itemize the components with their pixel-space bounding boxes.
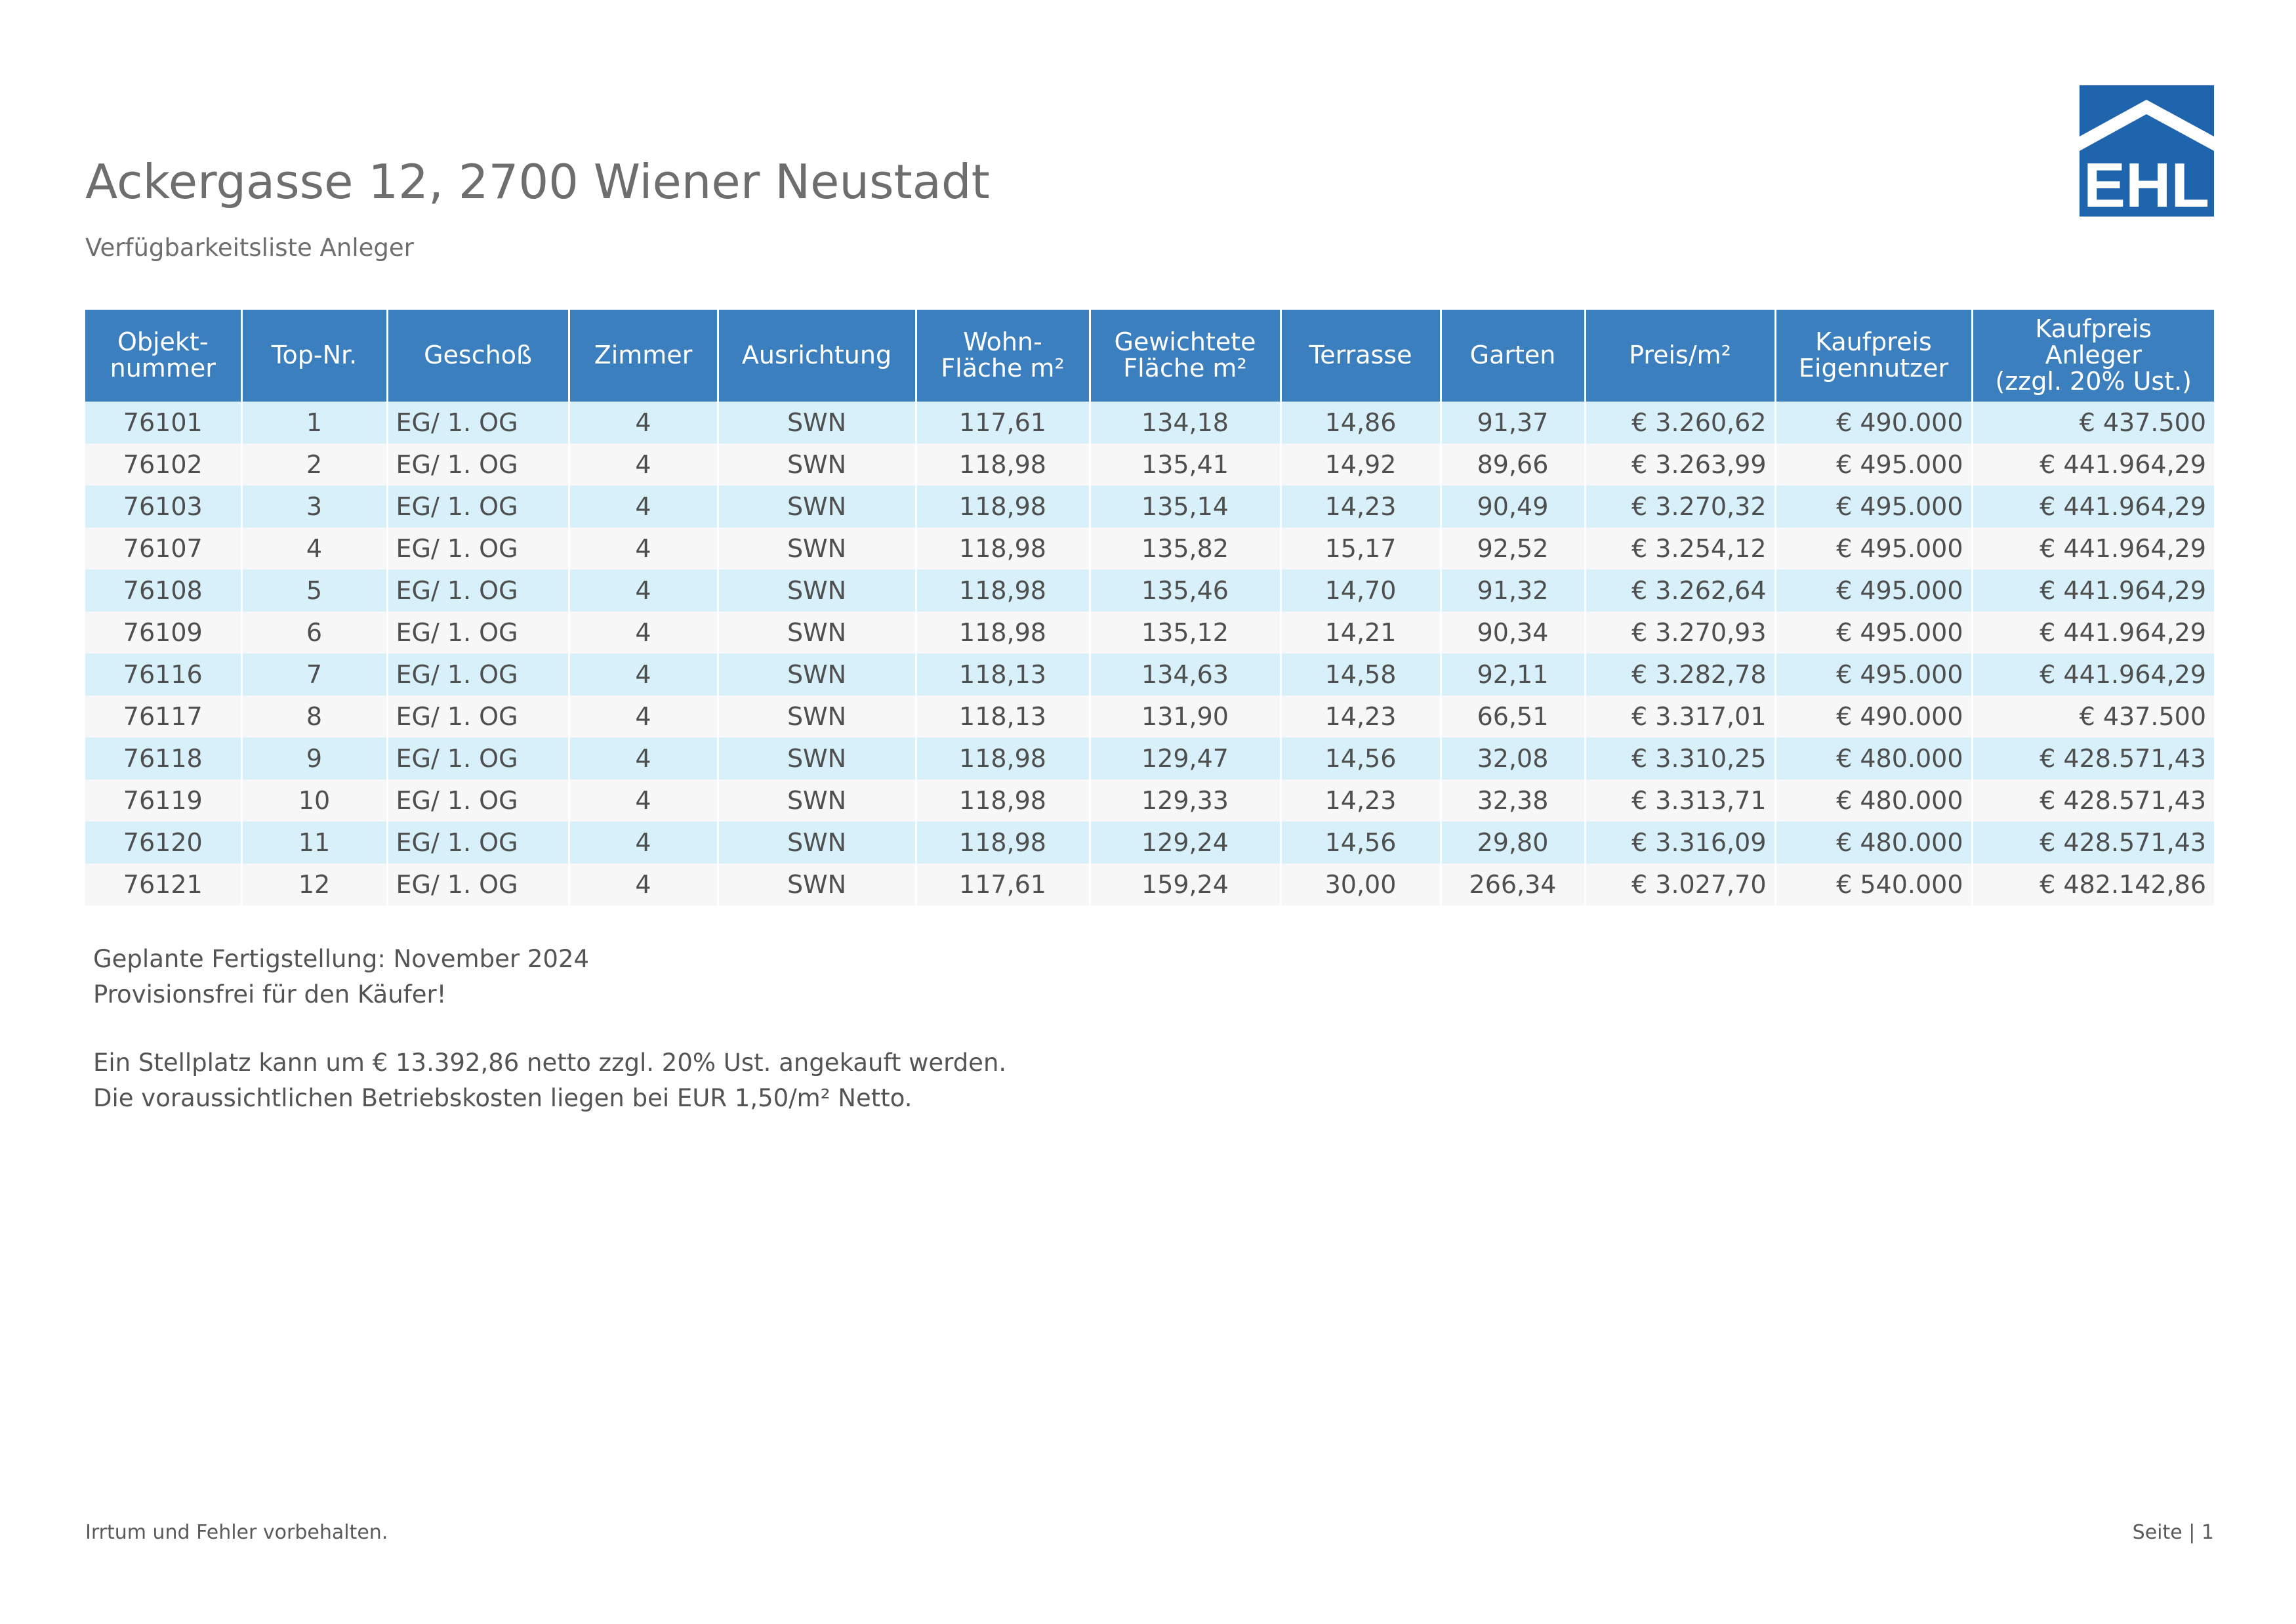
cell-top-nr: 4 bbox=[241, 528, 387, 570]
cell-zimmer: 4 bbox=[569, 486, 718, 528]
table-row bbox=[85, 780, 2214, 822]
cell-kaufpreis-anleger: € 482.142,86 bbox=[1972, 864, 2214, 906]
cell-kaufpreis-eigennutzer: € 480.000 bbox=[1775, 780, 1972, 822]
cell-terrasse: 14,86 bbox=[1281, 402, 1441, 444]
cell-kaufpreis-anleger: € 428.571,43 bbox=[1972, 822, 2214, 864]
completion-note: Geplante Fertigstellung: November 2024 bbox=[93, 945, 589, 973]
cell-wohnflaeche: 118,98 bbox=[916, 486, 1090, 528]
cell-terrasse: 14,21 bbox=[1281, 612, 1441, 654]
cell-top-nr: 12 bbox=[241, 864, 387, 906]
cell-garten: 66,51 bbox=[1441, 696, 1585, 738]
cell-kaufpreis-anleger: € 441.964,29 bbox=[1972, 654, 2214, 696]
column-header-ausrichtung bbox=[718, 310, 916, 402]
column-header-line: Kaufpreis bbox=[2035, 314, 2152, 344]
table-row bbox=[85, 654, 2214, 696]
cell-kaufpreis-eigennutzer: € 495.000 bbox=[1775, 570, 1972, 612]
column-header-line: Terrasse bbox=[1309, 341, 1412, 370]
ehl-logo bbox=[2080, 85, 2214, 217]
cell-terrasse: 30,00 bbox=[1281, 864, 1441, 906]
notes-block bbox=[93, 942, 1006, 1116]
cell-garten: 92,52 bbox=[1441, 528, 1585, 570]
cell-preis-m2: € 3.254,12 bbox=[1585, 528, 1775, 570]
cell-terrasse: 14,23 bbox=[1281, 780, 1441, 822]
cell-kaufpreis-anleger: € 437.500 bbox=[1972, 696, 2214, 738]
column-header-preis-m2 bbox=[1585, 310, 1775, 402]
cell-objektnummer: 76121 bbox=[85, 864, 241, 906]
commission-note: Provisionsfrei für den Käufer! bbox=[93, 980, 447, 1009]
cell-geschoss: EG/ 1. OG bbox=[387, 822, 569, 864]
cell-gewichtete-flaeche: 135,12 bbox=[1090, 612, 1281, 654]
column-header-garten bbox=[1441, 310, 1585, 402]
cell-wohnflaeche: 118,98 bbox=[916, 444, 1090, 486]
cell-garten: 92,11 bbox=[1441, 654, 1585, 696]
table-header-row bbox=[85, 310, 2214, 402]
table-row bbox=[85, 444, 2214, 486]
cell-kaufpreis-eigennutzer: € 495.000 bbox=[1775, 654, 1972, 696]
cell-ausrichtung: SWN bbox=[718, 654, 916, 696]
table-body bbox=[85, 402, 2214, 906]
column-header-line: Gewichtete bbox=[1114, 327, 1256, 357]
table-row bbox=[85, 612, 2214, 654]
cell-geschoss: EG/ 1. OG bbox=[387, 864, 569, 906]
cell-preis-m2: € 3.270,93 bbox=[1585, 612, 1775, 654]
cell-objektnummer: 76103 bbox=[85, 486, 241, 528]
cell-top-nr: 5 bbox=[241, 570, 387, 612]
cell-wohnflaeche: 118,13 bbox=[916, 696, 1090, 738]
column-header-line: Preis/m² bbox=[1629, 341, 1731, 370]
column-header-line: Geschoß bbox=[424, 341, 532, 370]
cell-geschoss: EG/ 1. OG bbox=[387, 486, 569, 528]
cell-kaufpreis-anleger: € 441.964,29 bbox=[1972, 570, 2214, 612]
cell-kaufpreis-eigennutzer: € 495.000 bbox=[1775, 612, 1972, 654]
cell-kaufpreis-eigennutzer: € 495.000 bbox=[1775, 486, 1972, 528]
cell-geschoss: EG/ 1. OG bbox=[387, 780, 569, 822]
cell-zimmer: 4 bbox=[569, 696, 718, 738]
cell-top-nr: 9 bbox=[241, 738, 387, 780]
cell-objektnummer: 76116 bbox=[85, 654, 241, 696]
column-header-line: Wohn- bbox=[963, 327, 1042, 357]
cell-objektnummer: 76102 bbox=[85, 444, 241, 486]
availability-table bbox=[85, 310, 2214, 906]
table-row bbox=[85, 570, 2214, 612]
cell-zimmer: 4 bbox=[569, 528, 718, 570]
cell-terrasse: 14,70 bbox=[1281, 570, 1441, 612]
cell-ausrichtung: SWN bbox=[718, 444, 916, 486]
cell-gewichtete-flaeche: 159,24 bbox=[1090, 864, 1281, 906]
disclaimer: Irrtum und Fehler vorbehalten. bbox=[85, 1521, 388, 1544]
column-header-line: Eigennutzer bbox=[1798, 354, 1949, 383]
cell-garten: 29,80 bbox=[1441, 822, 1585, 864]
cell-top-nr: 8 bbox=[241, 696, 387, 738]
cell-gewichtete-flaeche: 129,33 bbox=[1090, 780, 1281, 822]
cell-preis-m2: € 3.310,25 bbox=[1585, 738, 1775, 780]
cell-geschoss: EG/ 1. OG bbox=[387, 444, 569, 486]
cell-garten: 90,34 bbox=[1441, 612, 1585, 654]
cell-gewichtete-flaeche: 134,18 bbox=[1090, 402, 1281, 444]
cell-garten: 91,37 bbox=[1441, 402, 1585, 444]
column-header-objektnummer bbox=[85, 310, 241, 402]
column-header-line: Kaufpreis bbox=[1815, 327, 1932, 357]
cell-top-nr: 3 bbox=[241, 486, 387, 528]
cell-geschoss: EG/ 1. OG bbox=[387, 570, 569, 612]
cell-wohnflaeche: 118,98 bbox=[916, 738, 1090, 780]
column-header-line: Garten bbox=[1469, 341, 1556, 370]
cell-kaufpreis-eigennutzer: € 490.000 bbox=[1775, 402, 1972, 444]
cell-preis-m2: € 3.262,64 bbox=[1585, 570, 1775, 612]
column-header-line: Ausrichtung bbox=[741, 341, 892, 370]
column-header-wohnflaeche bbox=[916, 310, 1090, 402]
cell-zimmer: 4 bbox=[569, 444, 718, 486]
column-header-line: Top-Nr. bbox=[271, 341, 358, 370]
column-header-line: Anleger bbox=[2045, 341, 2142, 370]
column-header-line: Fläche m² bbox=[941, 354, 1065, 383]
cell-terrasse: 14,56 bbox=[1281, 738, 1441, 780]
cell-ausrichtung: SWN bbox=[718, 612, 916, 654]
cell-objektnummer: 76107 bbox=[85, 528, 241, 570]
cell-preis-m2: € 3.027,70 bbox=[1585, 864, 1775, 906]
table-row bbox=[85, 486, 2214, 528]
table-row bbox=[85, 738, 2214, 780]
cell-top-nr: 2 bbox=[241, 444, 387, 486]
table-row bbox=[85, 696, 2214, 738]
cell-zimmer: 4 bbox=[569, 612, 718, 654]
cell-zimmer: 4 bbox=[569, 402, 718, 444]
cell-zimmer: 4 bbox=[569, 822, 718, 864]
page-number: Seite | 1 bbox=[2132, 1521, 2214, 1544]
cell-garten: 89,66 bbox=[1441, 444, 1585, 486]
cell-ausrichtung: SWN bbox=[718, 696, 916, 738]
cell-wohnflaeche: 117,61 bbox=[916, 864, 1090, 906]
cell-kaufpreis-anleger: € 428.571,43 bbox=[1972, 738, 2214, 780]
cell-preis-m2: € 3.316,09 bbox=[1585, 822, 1775, 864]
table-row bbox=[85, 864, 2214, 906]
cell-kaufpreis-anleger: € 441.964,29 bbox=[1972, 444, 2214, 486]
cell-top-nr: 7 bbox=[241, 654, 387, 696]
cell-zimmer: 4 bbox=[569, 780, 718, 822]
cell-geschoss: EG/ 1. OG bbox=[387, 654, 569, 696]
cell-terrasse: 14,58 bbox=[1281, 654, 1441, 696]
cell-wohnflaeche: 118,98 bbox=[916, 612, 1090, 654]
cell-kaufpreis-eigennutzer: € 480.000 bbox=[1775, 822, 1972, 864]
cell-gewichtete-flaeche: 135,41 bbox=[1090, 444, 1281, 486]
cell-wohnflaeche: 118,98 bbox=[916, 528, 1090, 570]
cell-wohnflaeche: 117,61 bbox=[916, 402, 1090, 444]
cell-kaufpreis-eigennutzer: € 495.000 bbox=[1775, 444, 1972, 486]
cell-terrasse: 15,17 bbox=[1281, 528, 1441, 570]
cell-ausrichtung: SWN bbox=[718, 570, 916, 612]
cell-objektnummer: 76101 bbox=[85, 402, 241, 444]
cell-kaufpreis-anleger: € 441.964,29 bbox=[1972, 486, 2214, 528]
cell-geschoss: EG/ 1. OG bbox=[387, 738, 569, 780]
cell-ausrichtung: SWN bbox=[718, 402, 916, 444]
cell-kaufpreis-anleger: € 441.964,29 bbox=[1972, 612, 2214, 654]
cell-geschoss: EG/ 1. OG bbox=[387, 612, 569, 654]
cell-kaufpreis-anleger: € 441.964,29 bbox=[1972, 528, 2214, 570]
operating-costs-note: Die voraussichtlichen Betriebskosten liegen bei EUR 1,50/m² Netto. bbox=[93, 1084, 912, 1112]
cell-objektnummer: 76119 bbox=[85, 780, 241, 822]
cell-gewichtete-flaeche: 129,24 bbox=[1090, 822, 1281, 864]
cell-terrasse: 14,23 bbox=[1281, 486, 1441, 528]
cell-gewichtete-flaeche: 135,14 bbox=[1090, 486, 1281, 528]
cell-geschoss: EG/ 1. OG bbox=[387, 696, 569, 738]
cell-ausrichtung: SWN bbox=[718, 486, 916, 528]
cell-objektnummer: 76120 bbox=[85, 822, 241, 864]
column-header-kaufpreis-eigennutzer bbox=[1775, 310, 1972, 402]
cell-gewichtete-flaeche: 129,47 bbox=[1090, 738, 1281, 780]
column-header-line: nummer bbox=[110, 354, 216, 383]
svg-text:EHL: EHL bbox=[2083, 150, 2209, 217]
cell-top-nr: 10 bbox=[241, 780, 387, 822]
column-header-terrasse bbox=[1281, 310, 1441, 402]
cell-kaufpreis-eigennutzer: € 540.000 bbox=[1775, 864, 1972, 906]
column-header-gewichtete-flaeche bbox=[1090, 310, 1281, 402]
cell-garten: 32,38 bbox=[1441, 780, 1585, 822]
cell-ausrichtung: SWN bbox=[718, 822, 916, 864]
cell-gewichtete-flaeche: 135,82 bbox=[1090, 528, 1281, 570]
page-subtitle: Verfügbarkeitsliste Anleger bbox=[85, 234, 414, 262]
cell-preis-m2: € 3.270,32 bbox=[1585, 486, 1775, 528]
cell-zimmer: 4 bbox=[569, 570, 718, 612]
column-header-top-nr bbox=[241, 310, 387, 402]
cell-kaufpreis-anleger: € 428.571,43 bbox=[1972, 780, 2214, 822]
cell-ausrichtung: SWN bbox=[718, 864, 916, 906]
column-header-line: (zzgl. 20% Ust.) bbox=[1995, 366, 2192, 396]
cell-zimmer: 4 bbox=[569, 738, 718, 780]
column-header-kaufpreis-anleger bbox=[1972, 310, 2214, 402]
table-row bbox=[85, 402, 2214, 444]
cell-geschoss: EG/ 1. OG bbox=[387, 402, 569, 444]
column-header-line: Fläche m² bbox=[1123, 354, 1247, 383]
cell-ausrichtung: SWN bbox=[718, 528, 916, 570]
cell-wohnflaeche: 118,13 bbox=[916, 654, 1090, 696]
cell-kaufpreis-eigennutzer: € 495.000 bbox=[1775, 528, 1972, 570]
cell-objektnummer: 76108 bbox=[85, 570, 241, 612]
cell-terrasse: 14,56 bbox=[1281, 822, 1441, 864]
table-row bbox=[85, 528, 2214, 570]
cell-preis-m2: € 3.317,01 bbox=[1585, 696, 1775, 738]
column-header-zimmer bbox=[569, 310, 718, 402]
cell-top-nr: 1 bbox=[241, 402, 387, 444]
cell-gewichtete-flaeche: 131,90 bbox=[1090, 696, 1281, 738]
cell-garten: 90,49 bbox=[1441, 486, 1585, 528]
cell-preis-m2: € 3.260,62 bbox=[1585, 402, 1775, 444]
cell-objektnummer: 76109 bbox=[85, 612, 241, 654]
cell-zimmer: 4 bbox=[569, 654, 718, 696]
cell-zimmer: 4 bbox=[569, 864, 718, 906]
cell-gewichtete-flaeche: 134,63 bbox=[1090, 654, 1281, 696]
cell-wohnflaeche: 118,98 bbox=[916, 822, 1090, 864]
cell-terrasse: 14,92 bbox=[1281, 444, 1441, 486]
cell-objektnummer: 76118 bbox=[85, 738, 241, 780]
cell-kaufpreis-eigennutzer: € 480.000 bbox=[1775, 738, 1972, 780]
column-header-geschoss bbox=[387, 310, 569, 402]
cell-garten: 32,08 bbox=[1441, 738, 1585, 780]
cell-garten: 266,34 bbox=[1441, 864, 1585, 906]
cell-ausrichtung: SWN bbox=[718, 780, 916, 822]
cell-terrasse: 14,23 bbox=[1281, 696, 1441, 738]
table-row bbox=[85, 822, 2214, 864]
cell-wohnflaeche: 118,98 bbox=[916, 780, 1090, 822]
parking-note: Ein Stellplatz kann um € 13.392,86 netto zzgl. 20% Ust. angekauft werden. bbox=[93, 1049, 1007, 1077]
cell-garten: 91,32 bbox=[1441, 570, 1585, 612]
cell-gewichtete-flaeche: 135,46 bbox=[1090, 570, 1281, 612]
cell-kaufpreis-eigennutzer: € 490.000 bbox=[1775, 696, 1972, 738]
cell-wohnflaeche: 118,98 bbox=[916, 570, 1090, 612]
cell-top-nr: 6 bbox=[241, 612, 387, 654]
page-title: Ackergasse 12, 2700 Wiener Neustadt bbox=[85, 154, 990, 209]
column-header-line: Objekt- bbox=[117, 327, 209, 357]
cell-geschoss: EG/ 1. OG bbox=[387, 528, 569, 570]
cell-ausrichtung: SWN bbox=[718, 738, 916, 780]
column-header-line: Zimmer bbox=[594, 341, 693, 370]
cell-preis-m2: € 3.263,99 bbox=[1585, 444, 1775, 486]
cell-objektnummer: 76117 bbox=[85, 696, 241, 738]
cell-preis-m2: € 3.282,78 bbox=[1585, 654, 1775, 696]
cell-top-nr: 11 bbox=[241, 822, 387, 864]
cell-preis-m2: € 3.313,71 bbox=[1585, 780, 1775, 822]
cell-kaufpreis-anleger: € 437.500 bbox=[1972, 402, 2214, 444]
